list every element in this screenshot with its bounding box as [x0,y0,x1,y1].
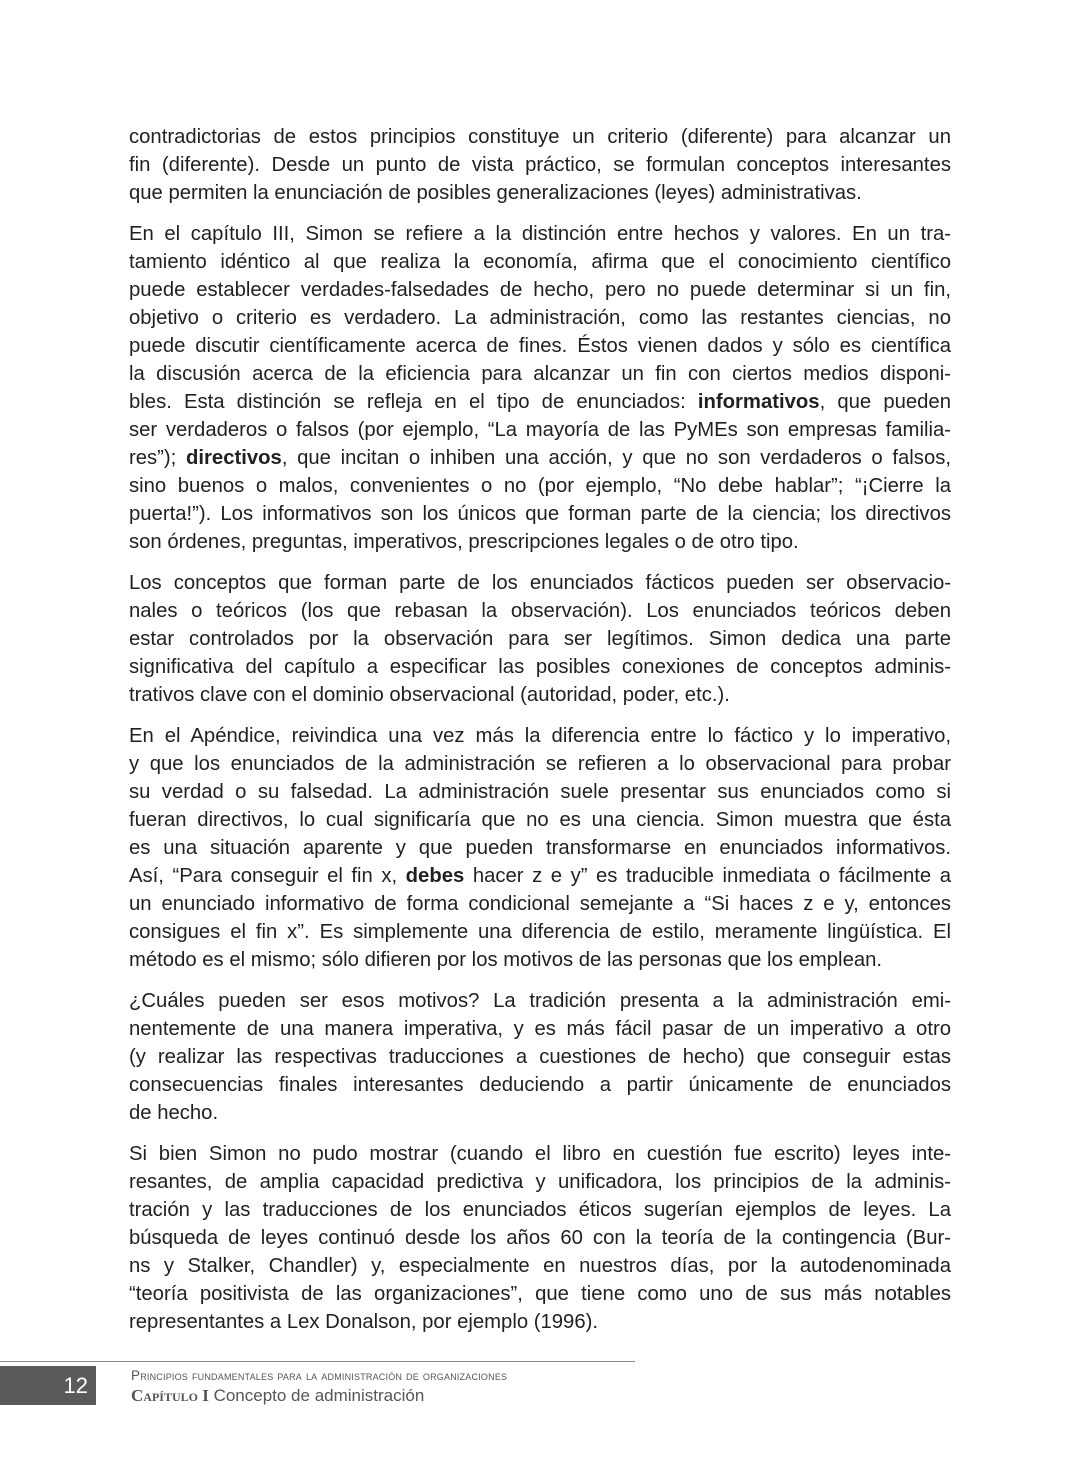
text-line: objetivo o criterio es verdadero. La administración, como las restantes ciencias, no [129,307,951,329]
text-line: (y realizar las respectivas traducciones a cuestiones de hecho) que conseguir estas [129,1046,951,1068]
text-segment: res”); [129,447,186,469]
text-line: búsqueda de leyes continuó desde los años 60 con la teoría de la contingencia (Bur- [129,1227,951,1249]
text-line: método es el mismo; sólo difieren por los motivos de las personas que los emplean. [129,949,883,971]
text-line: Los conceptos que forman parte de los enunciados fácticos pueden ser observacio- [129,572,951,594]
text-line: puede establecer verdades-falsedades de hecho, pero no puede determinar si un fin, [129,279,951,301]
text-segment: hacer z e y” es traducible inmediata o fácilmente a [464,865,951,887]
text-line: tración y las traducciones de los enunciados éticos sugerían ejemplos de leyes. La [129,1199,951,1221]
text-line: ¿Cuáles pueden ser esos motivos? La tradición presenta a la administración emi- [129,990,951,1012]
text-line: la discusión acerca de la eficiencia para alcanzar un fin con ciertos medios disponi- [129,363,951,385]
chapter-label: Capítulo I [131,1386,209,1405]
text-line: su verdad o su falsedad. La administración suele presentar sus enunciados como si [129,781,951,803]
text-line: sino buenos o malos, convenientes o no (por ejemplo, “No debe hablar”; “¡Cierre la [129,475,951,497]
page-number: 12 [0,1366,96,1405]
text-line: ser verdaderos o falsos (por ejemplo, “La mayoría de las PyMEs son empresas familia- [129,419,951,441]
text-line: resantes, de amplia capacidad predictiva y unificadora, los principios de la adminis- [129,1171,951,1193]
bold-term: directivos [186,447,282,469]
text-line: que permiten la enunciación de posibles generalizaciones (leyes) administrativas. [129,182,862,204]
text-segment: , que pueden [819,391,951,413]
text-line: fin (diferente). Desde un punto de vista práctico, se formulan conceptos interesantes [129,154,951,176]
text-line: representantes a Lex Donalson, por ejemplo (1996). [129,1311,599,1333]
paragraph [129,1140,951,1336]
running-head: Principios fundamentales para la administración de organizaciones [131,1368,508,1383]
text-line: nales o teóricos (los que rebasan la observación). Los enunciados teóricos deben [129,600,951,622]
chapter-title: Concepto de administración [213,1386,425,1405]
paragraph [129,123,951,207]
text-line: son órdenes, preguntas, imperativos, prescripciones legales o de otro tipo. [129,531,799,553]
text-line: puerta!”). Los informativos son los únicos que forman parte de la ciencia; los directivos [129,503,951,525]
paragraph [129,569,951,709]
text-line: trativos clave con el dominio observacional (autoridad, poder, etc.). [129,684,730,706]
text-segment: bles. Esta distinción se refleja en el tipo de enunciados: [129,391,698,413]
bold-term: debes [405,865,465,887]
text-line: de hecho. [129,1102,219,1124]
text-line: “teoría positivista de las organizaciones”, que tiene como uno de sus más notables [129,1283,951,1305]
text-line: un enunciado informativo de forma condicional semejante a “Si haces z e y, entonces [129,893,951,915]
text-line [129,388,951,416]
text-line: contradictorias de estos principios constituye un criterio (diferente) para alcanzar un [129,126,951,148]
text-line: y que los enunciados de la administración se refieren a lo observacional para probar [129,753,951,775]
body-text [129,123,951,1349]
text-line: es una situación aparente y que pueden transformarse en enunciados informativos. [129,837,951,859]
text-line: puede discutir científicamente acerca de fines. Éstos vienen dados y sólo es científica [129,335,951,357]
text-line: Si bien Simon no pudo mostrar (cuando el libro en cuestión fue escrito) leyes inte- [129,1143,951,1165]
text-segment: , que incitan o inhiben una acción, y que no son verdaderos o falsos, [281,447,951,469]
paragraph [129,220,951,556]
chapter-info [131,1386,424,1406]
text-line: En el capítulo III, Simon se refiere a la distinción entre hechos y valores. En un tra- [129,223,951,245]
text-line: tamiento idéntico al que realiza la economía, afirma que el conocimiento científico [129,251,951,273]
bold-term: informativos [697,391,820,413]
text-line: consigues el fin x”. Es simplemente una diferencia de estilo, meramente lingüística. El [129,921,951,943]
text-line: fueran directivos, lo cual significaría que no es una ciencia. Simon muestra que ésta [129,809,951,831]
footer-divider [0,1361,635,1362]
text-line: estar controlados por la observación para ser legítimos. Simon dedica una parte [129,628,951,650]
text-line: En el Apéndice, reivindica una vez más la diferencia entre lo fáctico y lo imperativo, [129,725,951,747]
text-line: ns y Stalker, Chandler) y, especialmente en nuestros días, por la autodenominada [129,1255,951,1277]
text-line: significativa del capítulo a especificar las posibles conexiones de conceptos adminis- [129,656,951,678]
paragraph [129,987,951,1127]
text-line: consecuencias finales interesantes deduciendo a partir únicamente de enunciados [129,1074,951,1096]
text-segment: Así, “Para conseguir el fin x, [129,865,406,887]
text-line [129,444,951,472]
text-line [129,862,951,890]
paragraph [129,722,951,974]
text-line: nentemente de una manera imperativa, y es más fácil pasar de un imperativo a otro [129,1018,951,1040]
